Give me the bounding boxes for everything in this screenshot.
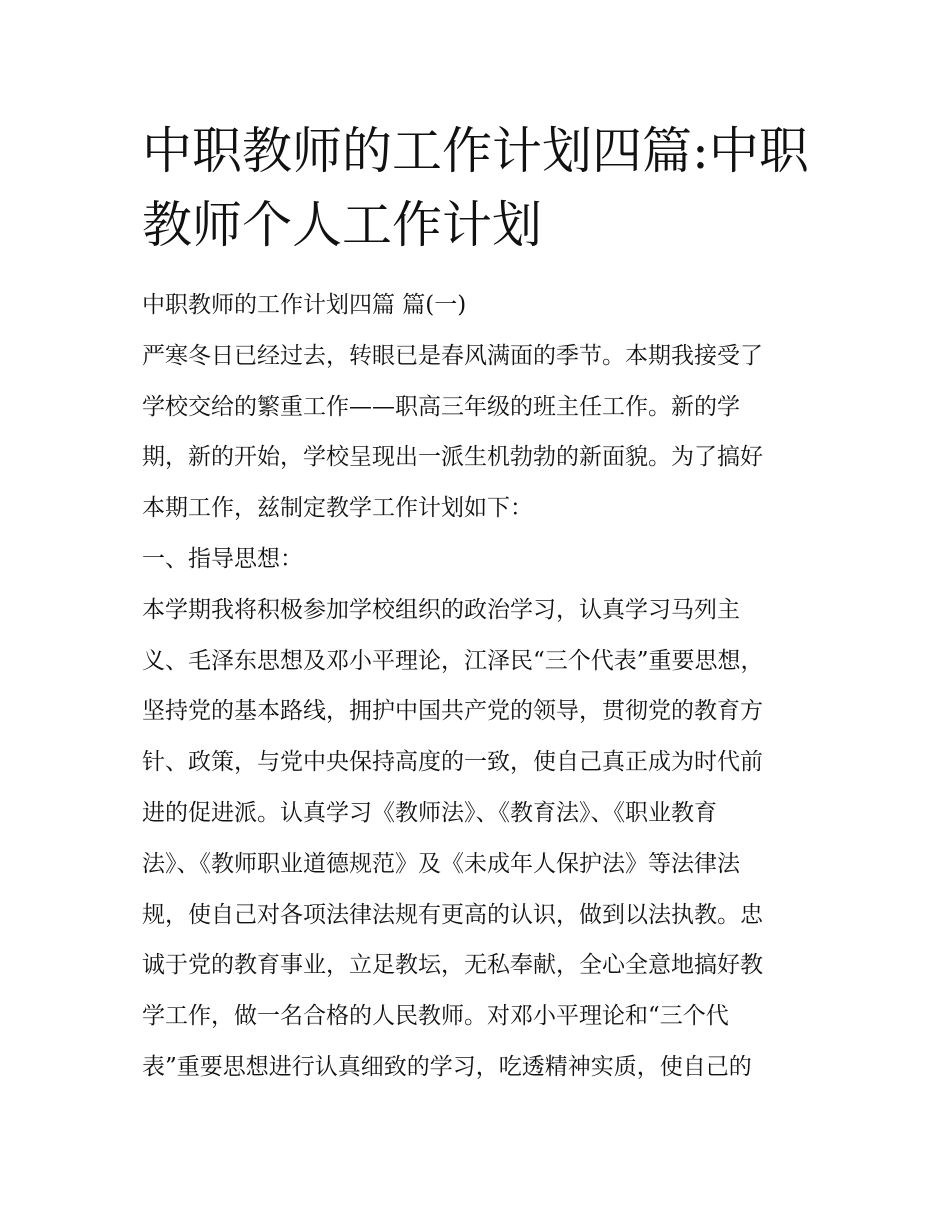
paragraph-line: 义、毛泽东思想及邓小平理论，江泽民“三个代表”重要思想， (142, 647, 764, 674)
document-body (142, 280, 832, 1093)
paragraph-line: 表”重要思想进行认真细致的学习，吃透精神实质，使自己的 (142, 1053, 752, 1080)
paragraph-line: 进的促进派。认真学习《教师法》、《教育法》、《职业教育 (142, 799, 717, 826)
title-line: 教师个人工作计划 (142, 196, 542, 254)
document-title (142, 114, 822, 262)
paragraph-line: 本期工作，兹制定教学工作计划如下： (142, 495, 533, 522)
paragraph-line: 学校交给的繁重工作——职高三年级的班主任工作。新的学 (142, 393, 740, 420)
paragraph-line: 诚于党的教育事业，立足教坛，无私奉献，全心全意地搞好教 (142, 952, 763, 979)
paragraph-line: 本学期我将积极参加学校组织的政治学习，认真学习马列主 (142, 596, 740, 623)
paragraph-line: 法》、《教师职业道德规范》及《未成年人保护法》等法律法 (142, 850, 740, 877)
paragraph-line: 学工作，做一名合格的人民教师。对邓小平理论和“三个代 (142, 1003, 729, 1030)
title-line: 中职教师的工作计划四篇:中职 (142, 122, 809, 180)
section-heading: 中职教师的工作计划四篇 篇(一) (142, 292, 467, 318)
paragraph-line: 坚持党的基本路线，拥护中国共产党的领导，贯彻党的教育方 (142, 698, 763, 725)
paragraph-line: 规，使自己对各项法律法规有更高的认识，做到以法执教。忠 (142, 901, 763, 928)
subsection-heading: 一、指导思想： (142, 545, 303, 572)
paragraph-line: 期，新的开始，学校呈现出一派生机勃勃的新面貌。为了搞好 (142, 444, 763, 471)
paragraph-line: 严寒冬日已经过去，转眼已是春风满面的季节。本期我接受了 (142, 342, 763, 369)
paragraph-line: 针、政策，与党中央保持高度的一致，使自己真正成为时代前 (142, 749, 763, 776)
